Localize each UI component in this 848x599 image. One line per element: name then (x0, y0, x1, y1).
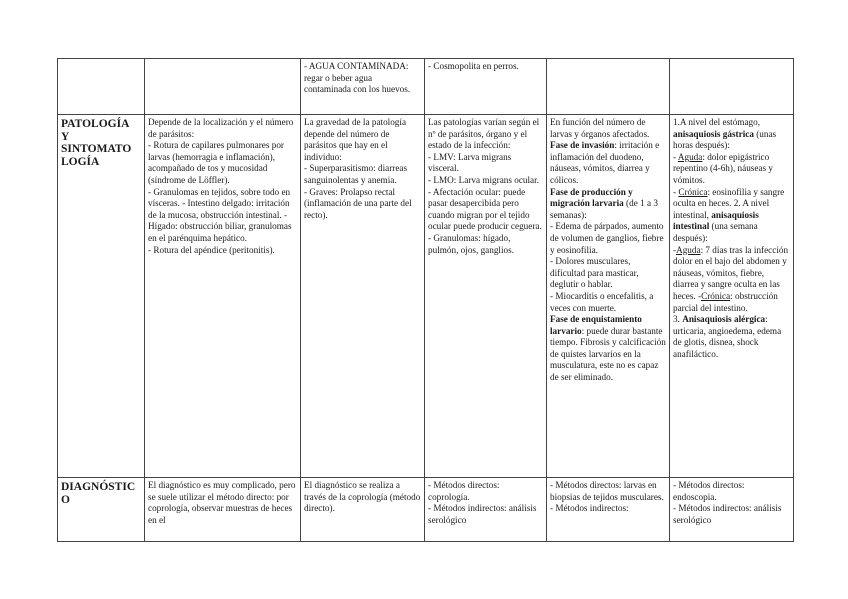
row-label-diagnosis: DIAGNÓSTIC O (58, 478, 145, 542)
table-row-diagnosis (58, 478, 794, 542)
row-label-pathology: PATOLOGÍA Y SINTOMATO LOGÍA (58, 115, 145, 478)
cell-ascariasis-diagnosis: El diagnóstico es muy complicado, pero se suele utilizar el método directo: por coprología, observar muestras de heces en el (145, 478, 301, 542)
cell-ascariasis-pathology: Depende de la localización y el número de parásitos: - Rotura de capilares pulmonares por larvas (hemorragia e inflamación), acompañado de tos y mucosidad (síndrome de Löffler). - Granulomas en tejidos, sobre todo en vísceras. - Intestino delgado: irritación de la mucosa, obstrucción intestinal. - Hígado: obstrucción biliar, granulomas en el parénquima hepático. - Rotura del apéndice (peritonitis). (145, 115, 301, 478)
cell-empty (670, 59, 794, 115)
cell-cosmopolitan: - Cosmopolita en perros. (425, 59, 547, 115)
cell-trichinosis-diagnosis: - Métodos directos: larvas en biopsias de tejidos musculares. - Métodos indirectos: (547, 478, 670, 542)
cell-toxocariasis-pathology: Las patologías varían según el nº de parásitos, órgano y el estado de la infección: - LMV: Larva migrans visceral. - LMO: Larva migrans ocular. - Afectación ocular: puede pasar desapercibida pero cuando migran por el tejido ocular puede producir ceguera. - Granulomas: hígado, pulmón, ojos, ganglios. (425, 115, 547, 478)
cell-anisakiasis-diagnosis: - Métodos directos: endoscopia. - Métodos indirectos: análisis serológico (670, 478, 794, 542)
table-row-transmission (58, 59, 794, 115)
table-row-pathology (58, 115, 794, 478)
cell-empty (145, 59, 301, 115)
cell-trichinosis-pathology: En función del número de larvas y órganos afectados. Fase de invasión: irritación e inflamación del duodeno, náuseas, vómitos, diarrea y cólicos. Fase de producción y migración larvaria (de 1 a 3 semanas): - Edema de párpados, aumento de volumen de ganglios, fiebre y eosinofilia. - Dolores musculares, dificultad para masticar, deglutir o hablar. - Miocarditis o encefalitis, a veces con muerte. Fase de enquistamiento larvario: puede durar bastante tiempo. Fibrosis y calcificación de quistes larvarios en la musculatura, este no es capaz de ser eliminado. (547, 115, 670, 478)
cell-empty (547, 59, 670, 115)
parasitology-table (57, 58, 794, 542)
row-label-empty (58, 59, 145, 115)
cell-water-transmission: - AGUA CONTAMINADA: regar o beber agua contaminada con los huevos. (301, 59, 425, 115)
cell-anisakiasis-pathology: 1.A nivel del estómago, anisaquiosis gástrica (unas horas después): - Aguda: dolor epigástrico repentino (4-6h), náuseas y vómitos. - Crónica: eosinofilia y sangre oculta en heces. 2. A nivel intestinal, anisaquiosis intestinal (una semana después): -Aguda: 7 días tras la infección dolor en el bajo del abdomen y náuseas, vómitos, fiebre, diarrea y sangre oculta en las heces. -Crónica: obstrucción parcial del intestino. 3. Anisaquiosis alérgica: urticaria, angioedema, edema de glotis, disnea, shock anafiláctico. (670, 115, 794, 478)
cell-trichuriasis-pathology: La gravedad de la patología depende del número de parásitos que hay en el individuo: - Superparasitismo: diarreas sanguinolentas y anemia. - Graves: Prolapso rectal (inflamación de una parte del recto). (301, 115, 425, 478)
cell-trichuriasis-diagnosis: El diagnóstico se realiza a través de la coprología (método directo). (301, 478, 425, 542)
cell-toxocariasis-diagnosis: - Métodos directos: coprología. - Métodos indirectos: análisis serológico (425, 478, 547, 542)
